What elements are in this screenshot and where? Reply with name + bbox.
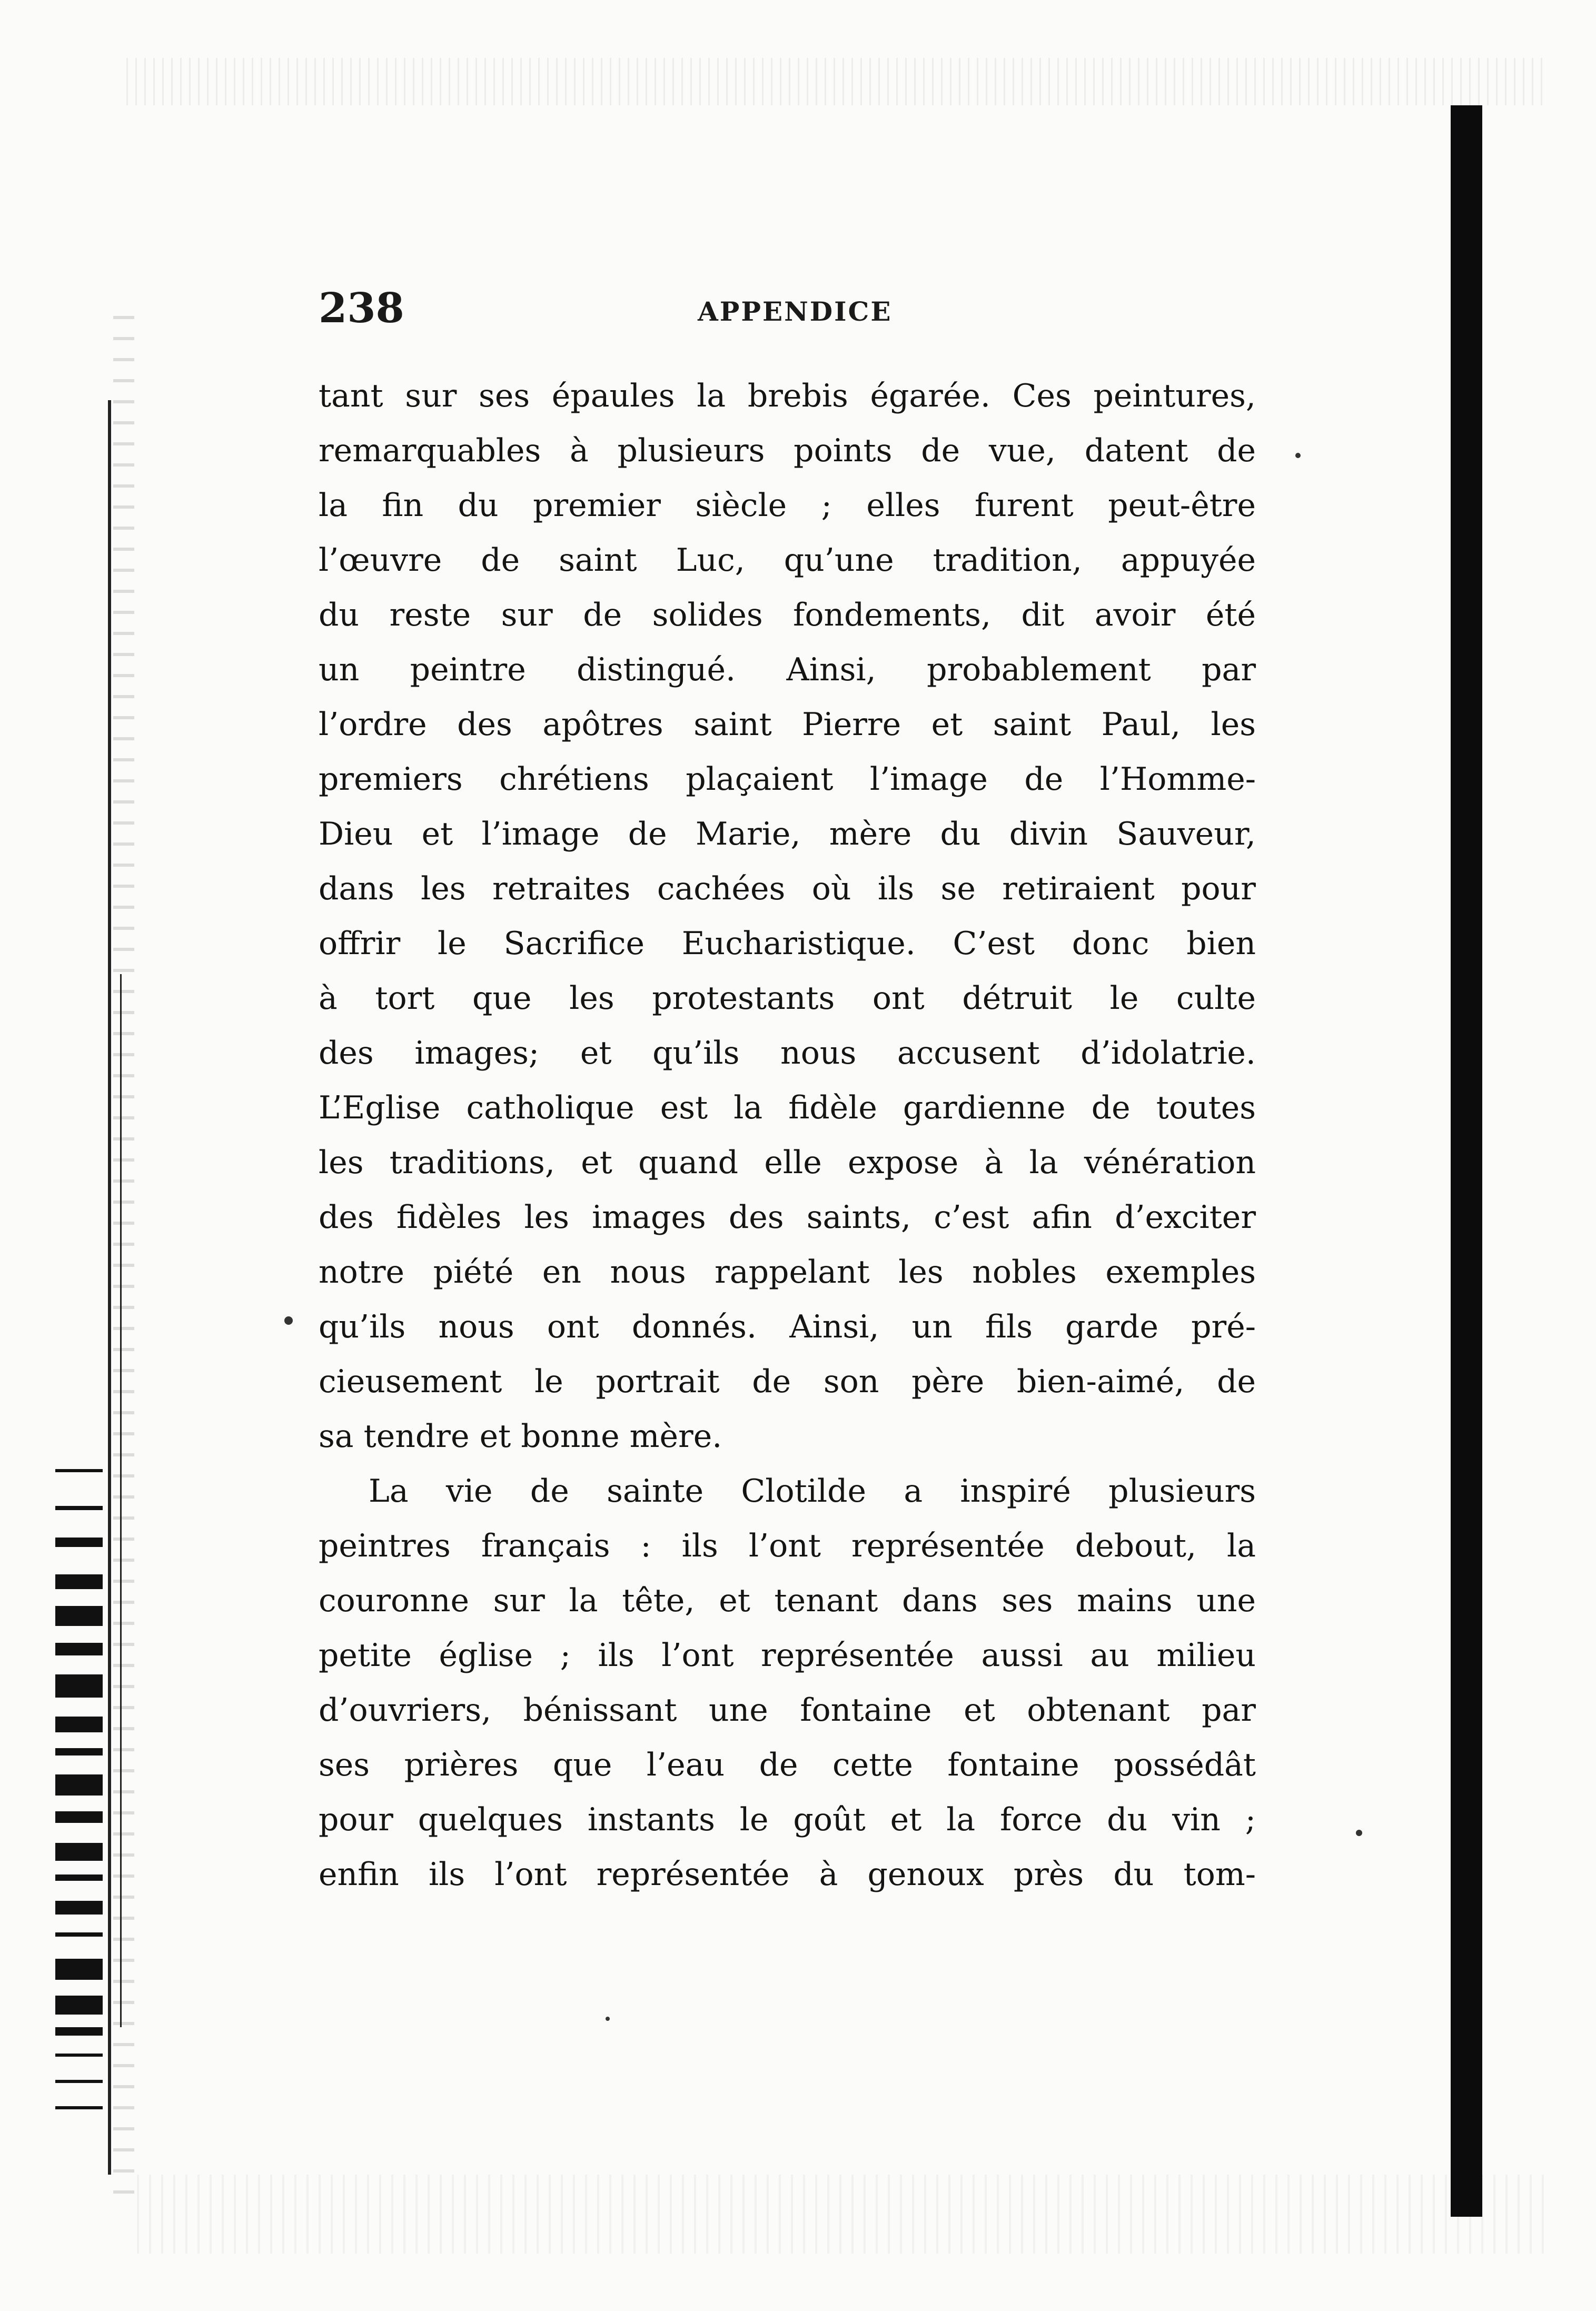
text-line: premiers chrétiens plaçaient l’image de l’Homme- bbox=[319, 761, 1256, 798]
barcode-bar bbox=[55, 1901, 103, 1915]
body-text bbox=[319, 369, 1256, 1902]
text-line: l’ordre des apôtres saint Pierre et saint Paul, les bbox=[319, 706, 1256, 743]
barcode-bar bbox=[55, 1717, 103, 1732]
paragraph-1 bbox=[319, 369, 1256, 1464]
text-line: ses prières que l’eau de cette fontaine possédât bbox=[319, 1747, 1256, 1783]
barcode-bar bbox=[55, 1538, 103, 1547]
text-line: peintres français : ils l’ont représentée debout, la bbox=[319, 1528, 1256, 1564]
text-line: pour quelques instants le goût et la force du vin ; bbox=[319, 1801, 1256, 1838]
text-line: tant sur ses épaules la brebis égarée. Ces peintures, bbox=[319, 378, 1256, 414]
barcode-bar bbox=[55, 2027, 103, 2036]
text-line: notre piété en nous rappelant les nobles exemples bbox=[319, 1254, 1256, 1291]
ink-speck bbox=[1295, 453, 1301, 458]
text-line: d’ouvriers, bénissant une fontaine et obtenant par bbox=[319, 1692, 1256, 1729]
text-line: sa tendre et bonne mère. bbox=[319, 1418, 722, 1455]
text-line: des fidèles les images des saints, c’est afin d’exciter bbox=[319, 1199, 1256, 1236]
ink-speck bbox=[1356, 1830, 1362, 1836]
text-line: remarquables à plusieurs points de vue, datent de bbox=[319, 432, 1256, 469]
text-line: un peintre distingué. Ainsi, probablement par bbox=[319, 651, 1256, 688]
barcode-bar bbox=[55, 2054, 103, 2057]
barcode-bar bbox=[55, 2106, 103, 2109]
text-line: dans les retraites cachées où ils se retiraient pour bbox=[319, 870, 1256, 907]
text-line: l’œuvre de saint Luc, qu’une tradition, appuyée bbox=[319, 542, 1256, 579]
barcode-bar bbox=[55, 1996, 103, 2015]
barcode-bar bbox=[55, 2080, 103, 2083]
barcode-bar bbox=[55, 1774, 103, 1796]
barcode-bar bbox=[55, 1506, 103, 1510]
barcode-bar bbox=[55, 1843, 103, 1861]
text-line: offrir le Sacrifice Eucharistique. C’est donc bien bbox=[319, 925, 1256, 962]
barcode-bar bbox=[55, 1469, 103, 1472]
text-line: L’Eglise catholique est la fidèle gardienne de toutes bbox=[319, 1089, 1256, 1126]
text-line: cieusement le portrait de son père bien-aimé, de bbox=[319, 1363, 1256, 1400]
text-line: à tort que les protestants ont détruit le culte bbox=[319, 980, 1256, 1017]
scan-noise-top bbox=[126, 58, 1548, 105]
text-line: qu’ils nous ont donnés. Ainsi, un fils garde pré- bbox=[319, 1308, 1256, 1345]
scan-noise-bottom bbox=[137, 2175, 1548, 2254]
barcode-bar bbox=[55, 1932, 103, 1937]
barcode-bar bbox=[55, 1574, 103, 1589]
barcode-bar bbox=[55, 1674, 103, 1698]
text-line: la fin du premier siècle ; elles furent peut-être bbox=[319, 487, 1256, 524]
barcode-bar bbox=[55, 1748, 103, 1755]
running-head: APPENDICE bbox=[698, 296, 893, 327]
barcode-bar bbox=[55, 1874, 103, 1881]
text-line: couronne sur la tête, et tenant dans ses mains une bbox=[319, 1582, 1256, 1619]
barcode bbox=[55, 1469, 129, 2143]
ink-speck bbox=[606, 2017, 610, 2021]
text-line: Dieu et l’image de Marie, mère du divin Sauveur, bbox=[319, 816, 1256, 852]
page-header bbox=[319, 284, 1256, 348]
text-line: La vie de sainte Clotilde a inspiré plusieurs bbox=[369, 1473, 1256, 1510]
paragraph-2 bbox=[319, 1464, 1256, 1902]
text-line: enfin ils l’ont représentée à genoux près du tom- bbox=[319, 1856, 1256, 1893]
text-line: des images; et qu’ils nous accusent d’idolatrie. bbox=[319, 1035, 1256, 1072]
ink-speck bbox=[284, 1316, 293, 1325]
barcode-bar bbox=[55, 1606, 103, 1626]
barcode-bar bbox=[55, 1959, 103, 1980]
text-line: du reste sur de solides fondements, dit avoir été bbox=[319, 597, 1256, 633]
text-line: petite église ; ils l’ont représentée aussi au milieu bbox=[319, 1637, 1256, 1674]
scan-edge-right-bar bbox=[1451, 105, 1482, 2217]
text-line: les traditions, et quand elle expose à la vénération bbox=[319, 1144, 1256, 1181]
barcode-bar bbox=[55, 1643, 103, 1655]
page-number: 238 bbox=[319, 284, 404, 332]
barcode-bar bbox=[55, 1811, 103, 1823]
